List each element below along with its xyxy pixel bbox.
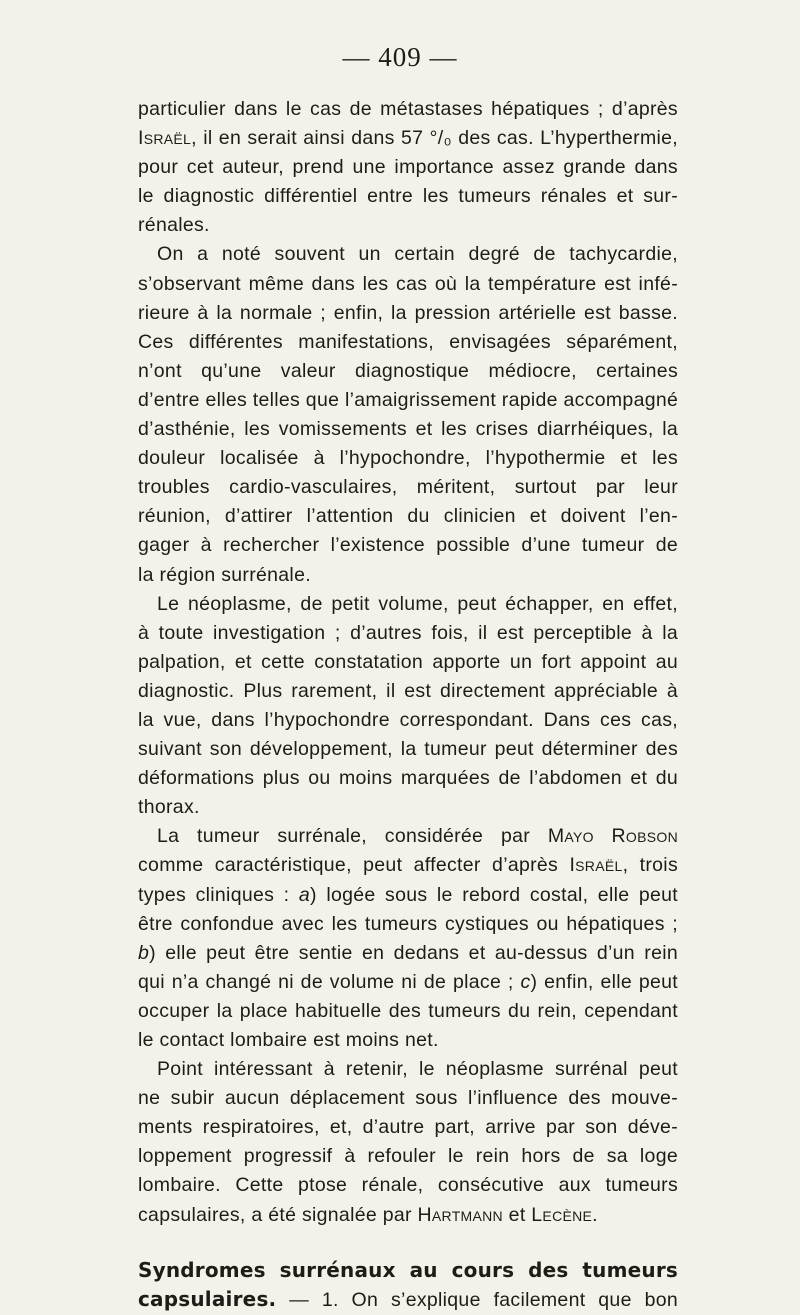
- text-line: [138, 677, 678, 706]
- author-name: Hartmann: [417, 1203, 503, 1226]
- text-line: [138, 822, 678, 851]
- text-segment: la vue, dans l’hypochondre correspondant. Dans ces cas,: [138, 708, 678, 731]
- author-name: Mayo Robson: [547, 825, 678, 848]
- text-line: [138, 386, 678, 415]
- text-line: [138, 415, 678, 444]
- paragraph: [138, 590, 678, 823]
- text-segment: être confondue avec les tumeurs cystiques ou hépatiques ;: [138, 912, 678, 935]
- text-segment: lombaire. Cette ptose rénale, consécutive aux tumeurs: [138, 1174, 678, 1197]
- text-segment: , trois: [622, 854, 678, 877]
- text-segment: c: [520, 970, 531, 993]
- text-segment: rénales.: [138, 214, 210, 237]
- text-segment: suivant son développement, la tumeur peut déterminer des: [138, 738, 678, 761]
- text-segment: réunion, d’attirer l’attention du clinicien et doivent l’en-: [138, 505, 678, 528]
- text-line: [138, 240, 678, 269]
- text-segment: douleur localisée à l’hypochondre, l’hypothermie et les: [138, 447, 678, 470]
- text-line: [138, 444, 678, 473]
- text-segment: et: [502, 1203, 532, 1226]
- text-line: [138, 1026, 678, 1055]
- text-line: [138, 706, 678, 735]
- text-segment: gager à rechercher l’existence possible d’une tumeur de: [138, 534, 678, 557]
- text-segment: à toute investigation ; d’autres fois, il est perceptible à la: [138, 621, 678, 644]
- section-heading-continuation: [138, 1285, 678, 1315]
- author-name: Israël: [569, 854, 623, 877]
- page-number: — 409 —: [342, 42, 458, 72]
- text-line: [138, 648, 678, 677]
- text-line: [138, 153, 678, 182]
- text-line: [138, 1055, 678, 1084]
- text-segment: ) enfin, elle peut: [530, 970, 678, 993]
- text-segment: palpation, et cette constatation apporte un fort appoint au: [138, 650, 678, 673]
- text-line: [138, 182, 678, 211]
- paragraph: [138, 240, 678, 589]
- text-segment: comme caractéristique, peut affecter d’après: [138, 854, 570, 877]
- text-line: [138, 1171, 678, 1200]
- text-line: [138, 735, 678, 764]
- text-segment: Point intéressant à retenir, le néoplasme surrénal peut: [157, 1058, 678, 1081]
- text-segment: thorax.: [138, 796, 200, 819]
- text-segment: — 1. On s’explique facilement que bon: [276, 1288, 678, 1311]
- text-line: [138, 328, 678, 357]
- text-segment: On a noté souvent un certain degré de tachycardie,: [157, 243, 678, 266]
- text-segment: déformations plus ou moins marquées de l’abdomen et du: [138, 767, 678, 790]
- body-text: [138, 95, 678, 1315]
- section-heading: Syndromes surrénaux au cours des tumeurs: [138, 1257, 678, 1282]
- text-line: [138, 357, 678, 386]
- text-line: [138, 1142, 678, 1171]
- text-segment: .: [592, 1203, 598, 1226]
- text-segment: la région surrénale.: [138, 563, 311, 586]
- text-line: [138, 473, 678, 502]
- text-segment: rieure à la normale ; enfin, la pression artérielle est basse.: [138, 301, 678, 324]
- text-segment: types cliniques :: [138, 883, 299, 906]
- paragraph: [138, 822, 678, 1055]
- section-heading-bold: capsulaires.: [138, 1286, 277, 1311]
- text-segment: le contact lombaire est moins net.: [138, 1029, 439, 1051]
- text-line: [138, 997, 678, 1026]
- text-segment: ) logée sous le rebord costal, elle peut: [310, 883, 679, 906]
- text-line: [138, 1084, 678, 1113]
- text-segment: le diagnostic différentiel entre les tumeurs rénales et sur-: [138, 185, 678, 208]
- text-segment: , il en serait ainsi dans 57 °/₀ des cas. L’hyperthermie,: [191, 127, 678, 150]
- paragraph: [138, 95, 678, 240]
- text-segment: ne subir aucun déplacement sous l’influence des mouve-: [138, 1087, 678, 1110]
- text-line: [138, 124, 678, 153]
- text-line: [138, 939, 678, 968]
- text-segment: capsulaires, a été signalée par: [138, 1203, 418, 1226]
- text-line: [138, 1113, 678, 1142]
- text-line: [138, 211, 678, 240]
- text-line: [138, 561, 678, 590]
- text-segment: Le néoplasme, de petit volume, peut échapper, en effet,: [157, 592, 678, 615]
- text-segment: ments respiratoires, et, d’autre part, arrive par son déve-: [138, 1116, 678, 1139]
- text-segment: s’observant même dans les cas où la température est infé-: [138, 272, 678, 295]
- text-line: [138, 590, 678, 619]
- text-segment: loppement progressif à refouler le rein hors de sa loge: [138, 1145, 678, 1168]
- text-line: [138, 1201, 678, 1230]
- text-line: [138, 502, 678, 531]
- text-segment: pour cet auteur, prend une importance assez grande dans: [138, 156, 678, 179]
- text-segment: b: [138, 941, 150, 964]
- text-line: [138, 531, 678, 560]
- text-line: [138, 764, 678, 793]
- text-segment: d’entre elles telles que l’amaigrissement rapide accompagné: [138, 388, 679, 411]
- author-name: Israël: [138, 127, 192, 150]
- text-line: [138, 270, 678, 299]
- text-segment: occuper la place habituelle des tumeurs du rein, cependant: [138, 999, 678, 1022]
- paragraph: [138, 1055, 678, 1230]
- text-segment: La tumeur surrénale, considérée par: [157, 825, 548, 848]
- text-segment: ) elle peut être sentie en dedans et au-dessus d’un rein: [149, 941, 678, 964]
- text-line: [138, 851, 678, 880]
- text-segment: diagnostic. Plus rarement, il est directement appréciable à: [138, 679, 678, 702]
- text-segment: Ces différentes manifestations, envisagées séparément,: [138, 330, 678, 353]
- text-segment: a: [298, 883, 311, 906]
- text-segment: n’ont qu’une valeur diagnostique médiocre, certaines: [138, 359, 678, 382]
- text-segment: qui n’a changé ni de volume ni de place ;: [138, 970, 521, 993]
- text-segment: d’asthénie, les vomissements et les crises diarrhéiques, la: [138, 418, 678, 441]
- text-line: [138, 299, 678, 328]
- text-line: [138, 881, 678, 910]
- text-line: [138, 793, 678, 822]
- author-name: Lecène: [531, 1203, 593, 1226]
- text-line: [138, 910, 678, 939]
- text-line: [138, 619, 678, 648]
- text-line: [138, 968, 678, 997]
- text-segment: troubles cardio-vasculaires, méritent, surtout par leur: [138, 476, 678, 499]
- text-segment: particulier dans le cas de métastases hépatiques ; d’après: [138, 98, 678, 120]
- text-line: [138, 95, 678, 124]
